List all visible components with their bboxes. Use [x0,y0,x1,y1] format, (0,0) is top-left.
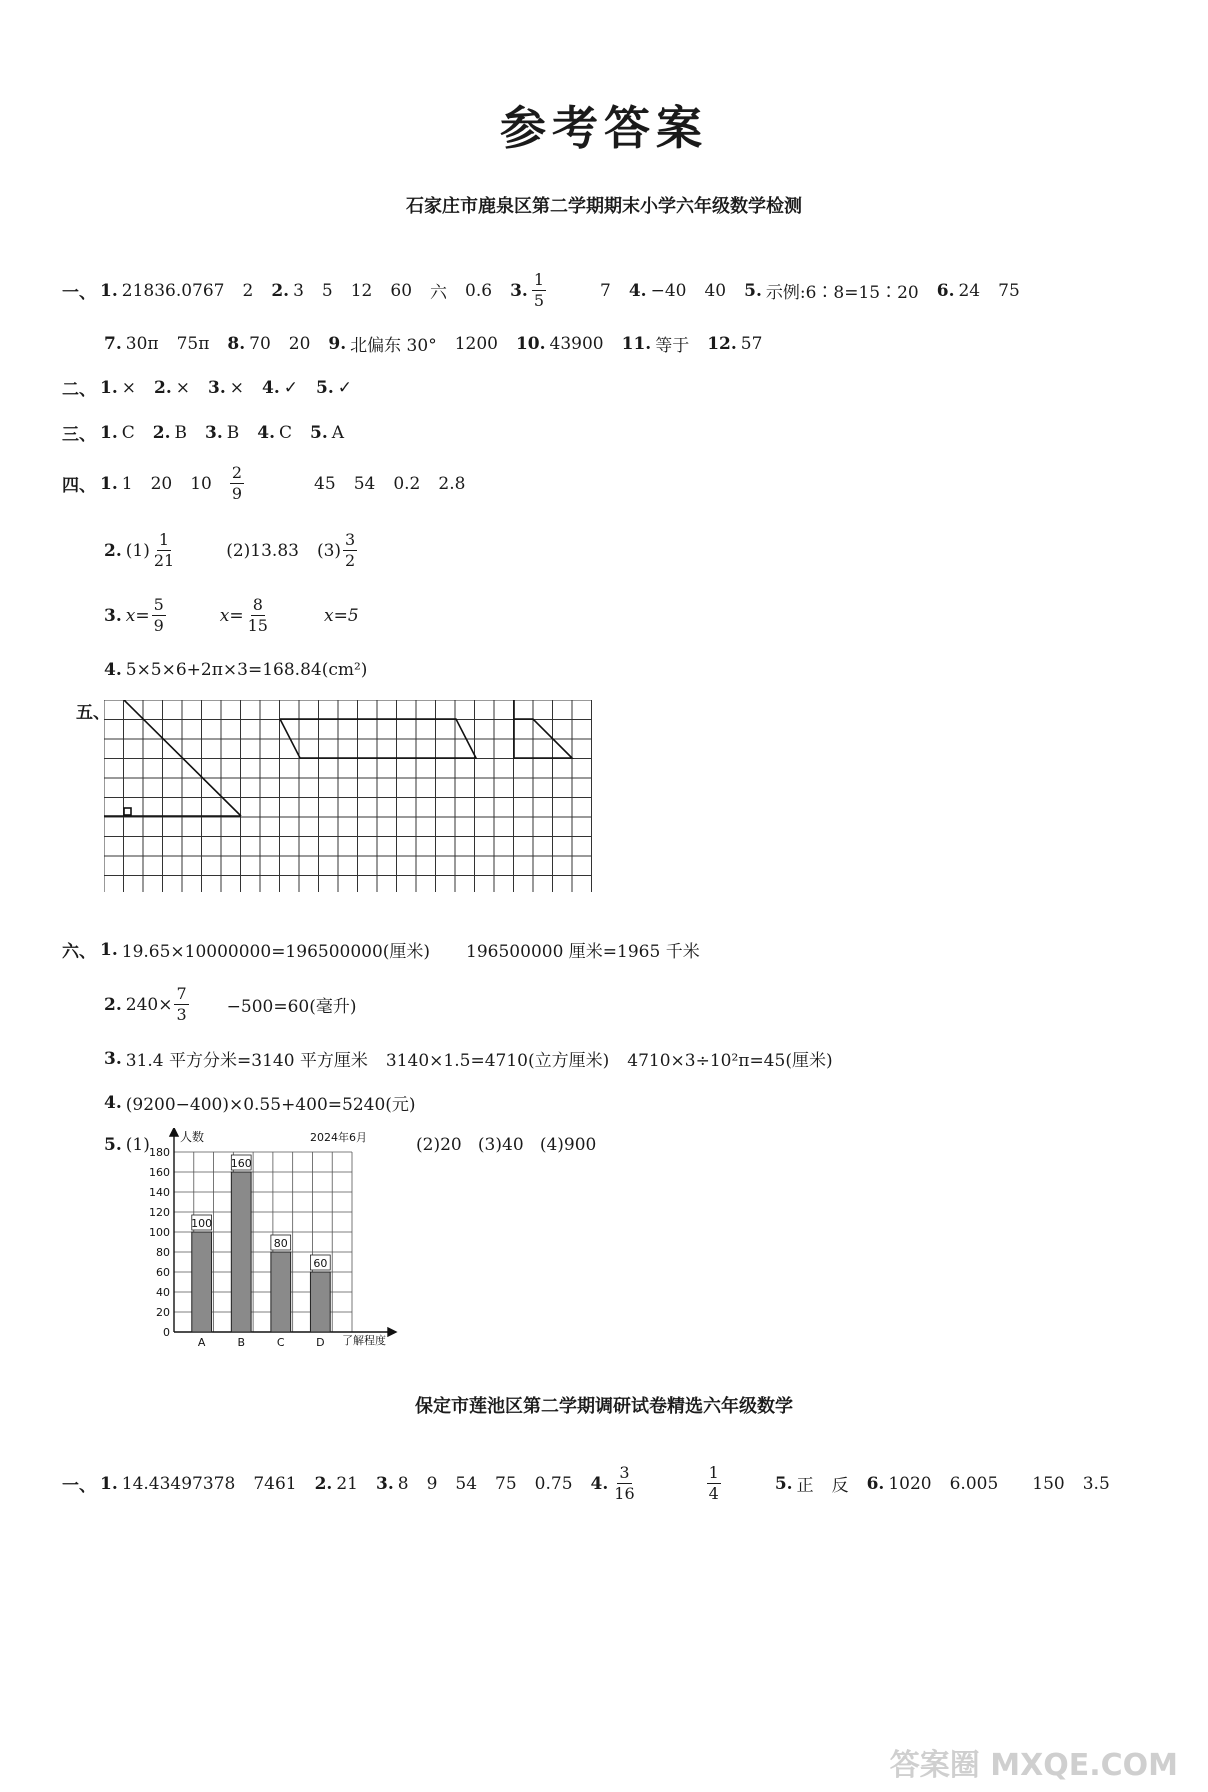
q-label: 一、 [62,283,96,303]
section-title-1: 石家庄市鹿泉区第二学期期末小学六年级数学检测 [406,196,802,217]
grid-figure [104,700,596,892]
y-tick-label: 80 [156,1246,170,1259]
answer-row-4-3: 3. x= $\frac{5}{9}$ x= $\frac{8}{15}$ x=5 [104,595,359,635]
y-tick-label: 160 [149,1166,170,1179]
answer-row-1-2: 7. 30π 75π 8. 70 20 9. 北偏东 30° 1200 10. 43900 11. 等于 12. 57 [104,333,763,356]
answer-row-6-5-rest: (2)20 (3)40 (4)900 [416,1135,597,1155]
bar-value-label: 60 [313,1257,328,1270]
triangle-shape [514,700,572,758]
bar-C [271,1252,291,1332]
chart-xlabel: 了解程度 [342,1334,386,1347]
chart-ylabel: 人数 [180,1130,205,1144]
x-tick-label: D [316,1336,325,1349]
fraction: $\frac{3}{16}$ [614,1463,635,1503]
answer-row-6-3: 3. 31.4 平方分米=3140 平方厘米 3140×1.5=4710(立方厘米) 4710×3÷10²π=45(厘米) [104,1048,833,1071]
y-tick-label: 40 [156,1286,170,1299]
x-tick-label: B [237,1336,245,1349]
answer-row-6-1: 六、 1. 19.65×10000000=196500000(厘米) 196500000 厘米=1965 千米 [62,939,700,962]
fraction: $\frac{2}{9}$ [231,463,243,503]
bar-value-label: 100 [191,1217,213,1230]
bar-chart [140,1128,410,1350]
fraction: $\frac{1}{5}$ [533,270,544,310]
fraction: $\frac{7}{3}$ [176,984,187,1024]
answer-row-4-1: 四、 1. 1 20 10 $\frac{2}{9}$ 45 54 0.2 2.8 [62,463,466,503]
answer-row-4-4: 4. 5×5×6+2π×3=168.84(cm²) [104,660,368,680]
y-tick-label: 180 [149,1146,170,1159]
right-angle-mark [124,808,131,815]
bar-B [231,1172,251,1332]
answer-row-s2-1: 一、 1. 14.43497378 7461 2. 21 3. 8 9 54 75 0.75 4. $\frac{3}{16}$ $\frac{1}{4}$ 5. 正 反 6. 1020 6.005 150 3.5 [62,1463,1110,1503]
y-axis-arrow [170,1128,178,1136]
y-tick-label: 60 [156,1266,170,1279]
page-title: 参考答案 [500,101,708,155]
bar-A [192,1232,212,1332]
y-tick-label: 120 [149,1206,170,1219]
q5-label: 五、 [76,703,110,723]
chart-title: 2024年6月 [310,1131,367,1144]
fraction: $\frac{3}{2}$ [345,530,356,570]
fraction: $\frac{1}{4}$ [708,1463,719,1503]
section-title-2: 保定市莲池区第二学期调研试卷精选六年级数学 [415,1396,793,1417]
watermark: 答案圈 MXQE.COM [889,1748,1178,1783]
answer-row-3: 三、 1. C 2. B 3. B 4. C 5. A [62,422,345,445]
x-tick-label: C [276,1336,285,1349]
bar-D [310,1272,330,1332]
fraction: $\frac{5}{9}$ [153,595,164,635]
fraction: $\frac{8}{15}$ [247,595,268,635]
answer-row-6-5: 5. (1) [104,1135,150,1155]
y-tick-label: 20 [156,1306,170,1319]
bar-value-label: 80 [273,1237,288,1250]
x-tick-label: A [197,1336,206,1349]
bar-value-label: 160 [230,1157,252,1170]
answer-row-6-4: 4. (9200−400)×0.55+400=5240(元) [104,1092,416,1115]
fraction: $\frac{1}{21}$ [153,530,175,570]
y-tick-label: 100 [149,1226,170,1239]
y-tick-label: 140 [149,1186,170,1199]
x-axis-arrow [388,1328,396,1336]
answer-row-6-2: 2. 240× $\frac{7}{3}$ −500=60(毫升) [104,984,357,1024]
answer-row-1-1: 一、 1. 21836.0767 2 2. 3 5 12 60 六 0.6 3. $\frac{1}{5}$ 7 4. −40 40 5. 示例:6∶8=15∶20 6. 24 75 [62,270,1020,310]
y-tick-label: 0 [163,1326,170,1339]
answer-row-4-2: 2. (1) $\frac{1}{21}$ (2)13.83 (3) $\frac{3}{2}$ [104,532,393,569]
answer-row-2: 二、 1. × 2. × 3. × 4. ✓ 5. ✓ [62,377,352,400]
